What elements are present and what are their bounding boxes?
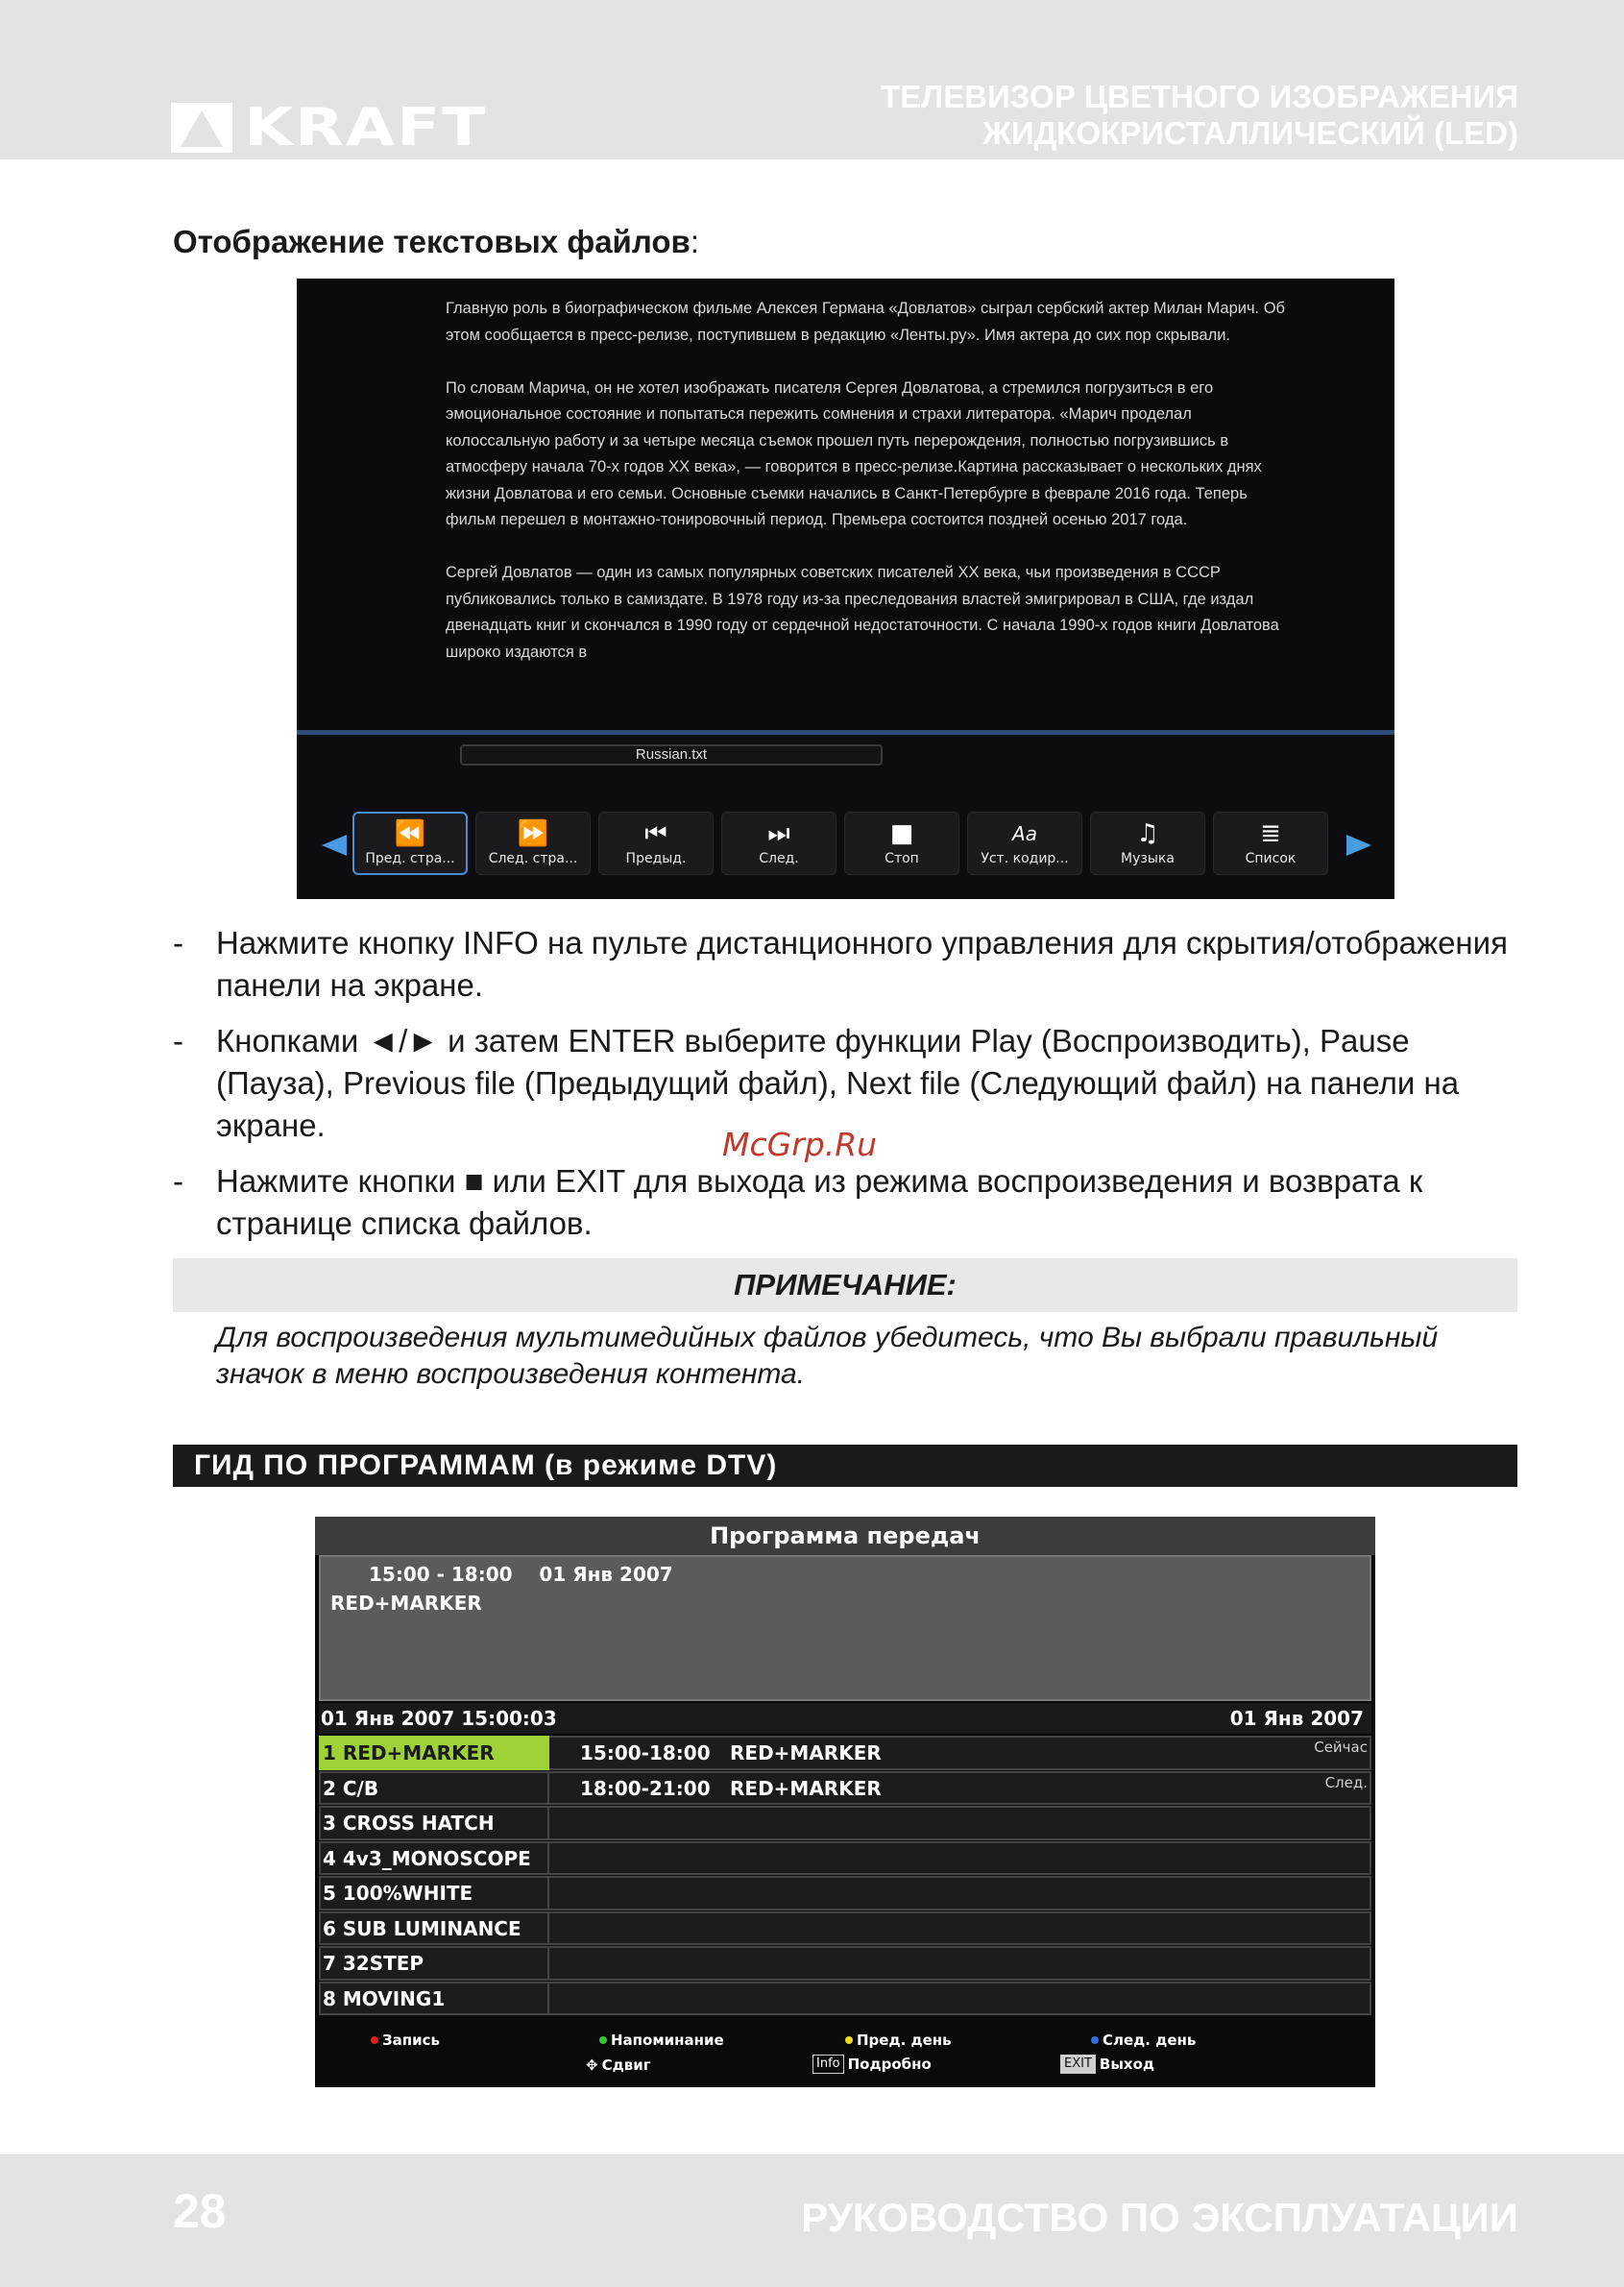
epg-program-name: RED+MARKER xyxy=(730,1776,882,1800)
header-title xyxy=(881,79,1518,152)
legend-prev-day-label: Пред. день xyxy=(857,2032,952,2049)
epg-current-datetime: 01 Янв 2007 15:00:03 xyxy=(321,1707,557,1730)
next-page-button[interactable] xyxy=(475,812,591,875)
note-title: ПРИМЕЧАНИЕ: xyxy=(173,1258,1517,1312)
list-button[interactable] xyxy=(1213,812,1328,875)
control-label: Список xyxy=(1245,851,1297,866)
legend-details xyxy=(812,2055,932,2074)
control-label: След. xyxy=(759,851,799,866)
prev-file-button[interactable] xyxy=(598,812,714,875)
legend-record xyxy=(371,2032,440,2049)
page-footer xyxy=(0,2154,1624,2287)
legend-exit xyxy=(1060,2055,1154,2074)
prev-page-button[interactable] xyxy=(352,812,468,875)
encoding-button[interactable] xyxy=(967,812,1082,875)
viewer-paragraph: По словам Марича, он не хотел изображать писателя Сергея Довлатова, а стремился погрузиться в его эмоциональное состояние и попытаться пережить сомнения и страхи литератора. «Марич проделал колоссальную работу и за четыре месяца съемок прошел путь перерождения, полностью погрузившись в атмосферу начала 70-х годов XX века», — говорится в пресс-релизе.Картина рассказывает о нескольких днях жизни Довлатова и его семьи. Основные съемки начались в Санкт-Петербурге в феврале 2016 года. Теперь фильм перешел в монтажно-тонировочный период. Премьера состоится поздней осенью 2017 года. xyxy=(446,378,1262,528)
header-title-line2: ЖИДКОКРИСТАЛЛИЧЕСКИЙ (LED) xyxy=(982,115,1518,151)
epg-channel-cell[interactable]: 4 4v3_MONOSCOPE xyxy=(319,1841,549,1876)
section-heading-colon: : xyxy=(690,224,699,259)
control-label: След. стра... xyxy=(488,851,578,866)
music-note-icon: ♫ xyxy=(1136,819,1159,848)
text-viewer-screenshot xyxy=(297,279,1394,899)
control-label: Стоп xyxy=(885,851,919,866)
stop-button[interactable] xyxy=(844,812,959,875)
logo-text: KRAFT xyxy=(244,97,488,158)
epg-row[interactable] xyxy=(319,1806,1371,1841)
info-key-icon: Info xyxy=(812,2055,844,2074)
viewer-paragraph: Главную роль в биографическом фильме Алексея Германа «Довлатов» сыграл сербский актер Милан Марич. Об этом сообщается в пресс-релизе, поступившем в редакцию «Ленты.ру». Имя актера до сих пор скрывали. xyxy=(446,300,1286,344)
section-heading-text-files xyxy=(173,224,699,260)
list-icon: ≣ xyxy=(1260,819,1281,848)
epg-program-cell[interactable] xyxy=(549,1736,1371,1770)
control-label: Музыка xyxy=(1121,851,1175,866)
epg-grid xyxy=(319,1736,1371,2016)
logo-mark-icon xyxy=(171,103,232,153)
skip-forward-icon: ⏭ xyxy=(767,819,790,848)
legend-prev-day xyxy=(845,2032,952,2049)
list-item xyxy=(173,1160,1517,1245)
list-item-text: Нажмите кнопку INFO на пульте дистанционного управления для скрытия/отображения панели на экране. xyxy=(216,925,1508,1003)
epg-row[interactable] xyxy=(319,1771,1371,1807)
section-heading-label: Отображение текстовых файлов xyxy=(173,224,691,259)
section-heading-epg: ГИД ПО ПРОГРАММАМ (в режиме DTV) xyxy=(173,1445,1517,1487)
rewind-icon: ⏪ xyxy=(394,819,426,848)
control-label: Уст. кодир... xyxy=(981,851,1069,866)
epg-program-cell[interactable] xyxy=(549,1806,1371,1840)
epg-info-time: 15:00 - 18:00 01 Янв 2007 xyxy=(369,1563,673,1586)
epg-channel-cell[interactable]: 3 CROSS HATCH xyxy=(319,1806,549,1840)
epg-channel-cell[interactable]: 8 MOVING1 xyxy=(319,1982,549,2016)
list-item xyxy=(173,922,1517,1007)
legend-reminder xyxy=(599,2032,724,2049)
fast-forward-icon: ⏩ xyxy=(517,819,549,848)
music-button[interactable] xyxy=(1090,812,1205,875)
epg-program-cell[interactable] xyxy=(549,1771,1371,1806)
note-text: Для воспроизведения мультимедийных файлов убедитесь, что Вы выбрали правильный значок в меню воспроизведения контента. xyxy=(216,1322,1439,1390)
watermark: McGrp.Ru xyxy=(722,1126,878,1163)
epg-info-panel xyxy=(319,1555,1371,1701)
epg-row[interactable] xyxy=(319,1841,1371,1877)
page-number: 28 xyxy=(173,2184,227,2238)
epg-channel-cell[interactable]: 5 100%WHITE xyxy=(319,1876,549,1910)
blue-dot-icon xyxy=(1091,2036,1099,2044)
green-dot-icon xyxy=(599,2036,607,2044)
epg-row[interactable] xyxy=(319,1736,1371,1771)
next-file-button[interactable] xyxy=(721,812,836,875)
epg-program-time: 15:00-18:00 xyxy=(580,1741,711,1764)
legend-reminder-label: Напоминание xyxy=(611,2032,724,2049)
epg-row[interactable] xyxy=(319,1982,1371,2017)
list-item-text: Кнопками ◄/► и затем ENTER выберите функции Play (Воспроизводить), Pause (Пауза), Previous file (Предыдущий файл), Next file (Следующий файл) на панели на экране. xyxy=(216,1023,1460,1143)
epg-row[interactable] xyxy=(319,1946,1371,1982)
epg-channel-cell[interactable]: 2 C/B xyxy=(319,1771,549,1806)
legend-shift-label: Сдвиг xyxy=(601,2056,651,2074)
epg-title: Программа передач xyxy=(315,1517,1375,1555)
epg-program-status: Сейчас xyxy=(1314,1739,1368,1756)
move-arrows-icon: ✥ xyxy=(586,2056,598,2074)
legend-next-day-label: След. день xyxy=(1103,2032,1197,2049)
legend-shift xyxy=(586,2056,651,2074)
legend-record-label: Запись xyxy=(382,2032,441,2049)
control-label: Пред. стра... xyxy=(365,851,455,866)
brand-logo xyxy=(171,96,487,159)
legend-exit-label: Выход xyxy=(1099,2056,1154,2073)
viewer-paragraph: Сергей Довлатов — один из самых популярных советских писателей XX века, чьи произведения в СССР публиковались только в самиздате. В 1978 году из-за преследования властей эмигрировал в США, где издал двенадцать книг и скончался в 1990 году от сердечной недостаточности. С начала 1990-х годов книги Довлатова широко издаются в xyxy=(446,564,1279,661)
epg-channel-cell[interactable]: 7 32STEP xyxy=(319,1946,549,1981)
epg-screenshot xyxy=(315,1517,1375,2087)
epg-program-cell[interactable] xyxy=(549,1982,1371,2016)
epg-program-cell[interactable] xyxy=(549,1911,1371,1946)
epg-channel-cell[interactable]: 6 SUB LUMINANCE xyxy=(319,1911,549,1946)
epg-row[interactable] xyxy=(319,1876,1371,1911)
instruction-list xyxy=(173,922,1517,1258)
skip-back-icon: ⏮ xyxy=(644,819,667,848)
control-label: Предыд. xyxy=(625,851,687,866)
epg-program-time: 18:00-21:00 xyxy=(580,1776,711,1800)
epg-row[interactable] xyxy=(319,1911,1371,1947)
legend-details-label: Подробно xyxy=(847,2056,932,2073)
bullet-dash: - xyxy=(173,1163,183,1199)
header-title-line1: ТЕЛЕВИЗОР ЦВЕТНОГО ИЗОБРАЖЕНИЯ xyxy=(880,79,1518,114)
bullet-dash: - xyxy=(173,1023,183,1058)
viewer-control-panel xyxy=(297,735,1394,899)
epg-program-name: RED+MARKER xyxy=(730,1741,882,1764)
scroll-right-arrow-icon[interactable] xyxy=(1346,835,1371,856)
stop-icon: ■ xyxy=(889,819,914,848)
epg-program-cell[interactable] xyxy=(549,1876,1371,1910)
font-encoding-icon: Aa xyxy=(1012,822,1037,845)
viewer-text-content xyxy=(446,296,1291,693)
list-item-text: Нажмите кнопки ■ или EXIT для выхода из режима воспроизведения и возврата к странице списка файлов. xyxy=(216,1163,1423,1241)
page-header xyxy=(0,0,1624,159)
viewer-control-row xyxy=(352,812,1328,875)
epg-legend xyxy=(315,2028,1375,2087)
epg-guide-date: 01 Янв 2007 xyxy=(1229,1707,1364,1730)
legend-next-day xyxy=(1091,2032,1196,2049)
yellow-dot-icon xyxy=(845,2036,853,2044)
epg-channel-cell[interactable]: 1 RED+MARKER xyxy=(319,1736,549,1770)
epg-program-cell[interactable] xyxy=(549,1841,1371,1876)
epg-program-status: След. xyxy=(1324,1773,1368,1791)
bullet-dash: - xyxy=(173,925,183,961)
epg-date-row xyxy=(319,1703,1371,1734)
epg-program-cell[interactable] xyxy=(549,1946,1371,1981)
epg-info-name: RED+MARKER xyxy=(330,1592,482,1615)
footer-title: РУКОВОДСТВО ПО ЭКСПЛУАТАЦИИ xyxy=(801,2195,1518,2240)
red-dot-icon xyxy=(371,2036,378,2044)
exit-key-icon: EXIT xyxy=(1060,2055,1096,2074)
file-name-bar: Russian.txt xyxy=(460,744,883,766)
scroll-left-arrow-icon[interactable] xyxy=(322,835,347,856)
